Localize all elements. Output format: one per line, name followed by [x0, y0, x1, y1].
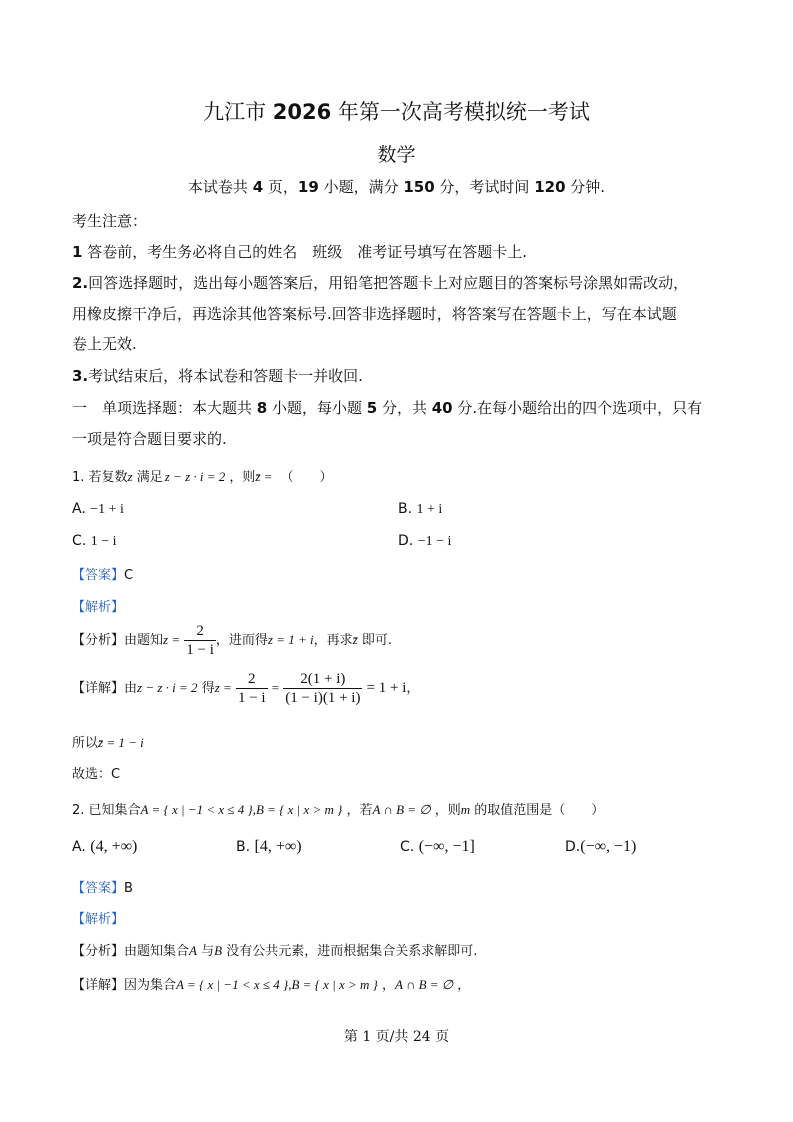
math-z: z =: [163, 632, 181, 647]
math-equation: z − z · i = 2: [137, 680, 198, 695]
stem-text: 若复数: [84, 470, 128, 485]
xiangjie-tag: 【详解】: [72, 681, 125, 696]
q1-analysis-tag: 【解析】: [72, 600, 125, 615]
fraction: [184, 622, 216, 659]
stem-text: 的取值范围是（ ）: [470, 803, 605, 818]
q2-answer: [72, 877, 133, 896]
fenxi-text: 没有公共元素，进而根据集合关系求解即可.: [222, 944, 478, 959]
note-2-line-1: [72, 272, 688, 293]
page-footer: 第 1 页/共 24 页: [343, 1029, 450, 1045]
fraction: [283, 670, 362, 707]
comma: ,: [252, 802, 256, 817]
suoyi-text: 所以: [72, 736, 99, 751]
option-label: D.: [398, 533, 414, 549]
info-pages: 4: [252, 178, 264, 196]
section-count: 8: [256, 399, 268, 417]
option-label: B.: [236, 839, 251, 855]
q1-option-d[interactable]: [398, 533, 451, 550]
info-time: 120: [534, 178, 566, 196]
note-2-line-2: 用橡皮擦干净后，再选涂其他答案标号.回答非选择题时，将答案写在答题卡上，写在本试题: [72, 305, 677, 323]
math-set-b: B = { x | x > m }: [255, 802, 343, 817]
comma: ,: [288, 977, 292, 992]
fenxi-tag: 【分析】: [72, 633, 125, 648]
xiangjie-tag: 【详解】: [72, 978, 125, 993]
numerator: 2(1 + i): [283, 670, 362, 689]
math-zbar: z̄: [352, 632, 358, 647]
math-result: z = 1 + i: [267, 632, 314, 647]
question-number: 1.: [72, 470, 85, 485]
math-set-a: A = { x | −1 < x ≤ 4 }: [140, 802, 253, 817]
xiangjie-text: 得: [197, 681, 215, 696]
subject-title: 数学: [377, 144, 416, 166]
answer-paren: （ ）: [280, 470, 333, 485]
stem-text: ，若: [342, 803, 373, 818]
info-score: 150: [403, 178, 435, 196]
notes-heading: 考生注意：: [72, 212, 148, 230]
answer-tag: 【答案】: [72, 568, 125, 583]
stem-text: ，则: [430, 803, 461, 818]
info-text: 小题，满分: [318, 178, 404, 196]
q1-option-c[interactable]: [72, 533, 116, 550]
denominator: 1 − i: [186, 642, 214, 658]
q2-option-b[interactable]: [236, 838, 302, 856]
option-value: −1 − i: [417, 534, 452, 549]
math-z: z =: [214, 680, 232, 695]
exam-title: [0, 96, 793, 126]
math-var: z: [127, 469, 133, 484]
question-number: 2.: [72, 803, 85, 818]
title-year: 2026: [272, 100, 332, 124]
answer-value: B: [124, 881, 133, 896]
math-set-b: B = { x | x > m }: [291, 977, 378, 992]
section-text: 小题，每小题: [267, 399, 367, 417]
stem-text: 满足: [132, 470, 163, 485]
fenxi-text: ，进而得: [215, 633, 268, 648]
numerator: 2: [236, 670, 268, 689]
note-number: 3.: [72, 367, 89, 385]
info-text: 本试卷共: [187, 178, 253, 196]
option-label: A.: [72, 839, 86, 855]
q1-fenxi: [72, 622, 392, 659]
xiangjie-text: ，: [453, 978, 471, 993]
fenxi-text: 与: [196, 944, 215, 959]
xiangjie-text: 由: [124, 681, 138, 696]
answer-tag: 【答案】: [72, 881, 125, 896]
note-number: 1: [72, 243, 83, 261]
guxuan-answer: C: [111, 767, 121, 782]
option-value: 1 + i: [416, 502, 443, 517]
info-text: 分钟.: [565, 178, 606, 196]
section-text: 一 单项选择题：本大题共: [72, 399, 257, 417]
section-total: 40: [431, 399, 453, 417]
option-value: [4, +∞): [254, 838, 302, 855]
question-1-stem: [72, 466, 333, 485]
section-heading: [72, 397, 702, 418]
answer-value: C: [124, 568, 134, 583]
fenxi-text: 即可.: [357, 633, 392, 648]
note-3: [72, 365, 363, 386]
option-value: −1 + i: [90, 502, 124, 517]
q1-xiangjie: [72, 670, 419, 707]
section-heading-line-2: 一项是符合题目要求的.: [72, 430, 227, 448]
math-set-a: A = { x | −1 < x ≤ 4 }: [176, 977, 289, 992]
q1-answer: [72, 564, 133, 583]
denominator: (1 − i)(1 + i): [285, 690, 361, 706]
option-label: C.: [72, 533, 87, 549]
option-value: (−∞, −1): [580, 838, 637, 855]
math-condition: A ∩ B = ∅: [394, 977, 454, 992]
math-var: m: [460, 802, 471, 817]
option-value: (−∞, −1]: [418, 838, 475, 855]
q2-option-d[interactable]: [565, 838, 636, 856]
xiangjie-text: 因为集合: [124, 978, 177, 993]
equals: =: [271, 680, 280, 695]
xiangjie-text: ，: [406, 681, 420, 696]
info-text: 分，考试时间: [434, 178, 535, 196]
exam-info: [0, 176, 793, 197]
fenxi-text: 由题知集合: [124, 944, 190, 959]
q2-xiangjie: [72, 974, 470, 993]
note-text: 答卷前，考生务必将自己的姓名 班级 准考证号填写在答题卡上.: [82, 243, 527, 261]
numerator: 2: [184, 622, 216, 641]
xiangjie-text: ，: [377, 978, 395, 993]
option-label: A.: [72, 501, 86, 517]
option-value: 1 − i: [90, 534, 117, 549]
note-text: 回答选择题时，选出每小题答案后，用铅笔把答题卡上对应题目的答案标号涂黑如需改动，: [88, 274, 689, 292]
title-prefix: 九江市: [203, 100, 273, 124]
section-text: 分.在每小题给出的四个选项中，只有: [452, 399, 703, 417]
fenxi-tag: 【分析】: [72, 944, 125, 959]
fenxi-text: ，再求: [313, 633, 353, 648]
question-2-stem: [72, 799, 604, 818]
section-points: 5: [366, 399, 378, 417]
q1-option-a[interactable]: [72, 501, 124, 518]
math-result: = 1 + i: [366, 680, 407, 696]
title-suffix: 年第一次高考模拟统一考试: [331, 100, 590, 124]
note-text: 考试结束后，将本试卷和答题卡一并收回.: [88, 367, 363, 385]
guxuan-text: 故选：: [72, 767, 112, 782]
fenxi-text: 由题知: [124, 633, 164, 648]
info-questions: 19: [297, 178, 319, 196]
q2-fenxi: [72, 940, 477, 959]
q1-suoyi: [72, 732, 144, 751]
math-condition: z − z · i = 2: [164, 469, 226, 484]
math-zbar: z̄ =: [255, 469, 273, 484]
q2-option-a[interactable]: [72, 838, 137, 856]
option-value: (4, +∞): [90, 838, 138, 855]
option-label: C.: [400, 839, 415, 855]
fraction: [236, 670, 268, 707]
option-label: B.: [398, 501, 413, 517]
q1-guxuan: [72, 763, 120, 782]
q1-option-b[interactable]: [398, 501, 442, 518]
stem-text: 已知集合: [84, 803, 141, 818]
math-equation: z̄ = 1 − i: [98, 735, 144, 750]
note-number: 2.: [72, 274, 89, 292]
q2-analysis-tag: 【解析】: [72, 912, 125, 927]
math-var: B: [214, 943, 223, 958]
q2-option-c[interactable]: [400, 838, 475, 856]
note-1: [72, 241, 527, 262]
option-label: D.: [565, 839, 581, 855]
math-condition: A ∩ B = ∅: [372, 802, 431, 817]
info-text: 页，: [263, 178, 298, 196]
stem-text: ，则: [225, 470, 256, 485]
denominator: 1 − i: [237, 690, 266, 706]
note-2-line-3: 卷上无效.: [72, 335, 137, 353]
section-text: 分，共: [377, 399, 432, 417]
math-var: A: [189, 943, 197, 958]
